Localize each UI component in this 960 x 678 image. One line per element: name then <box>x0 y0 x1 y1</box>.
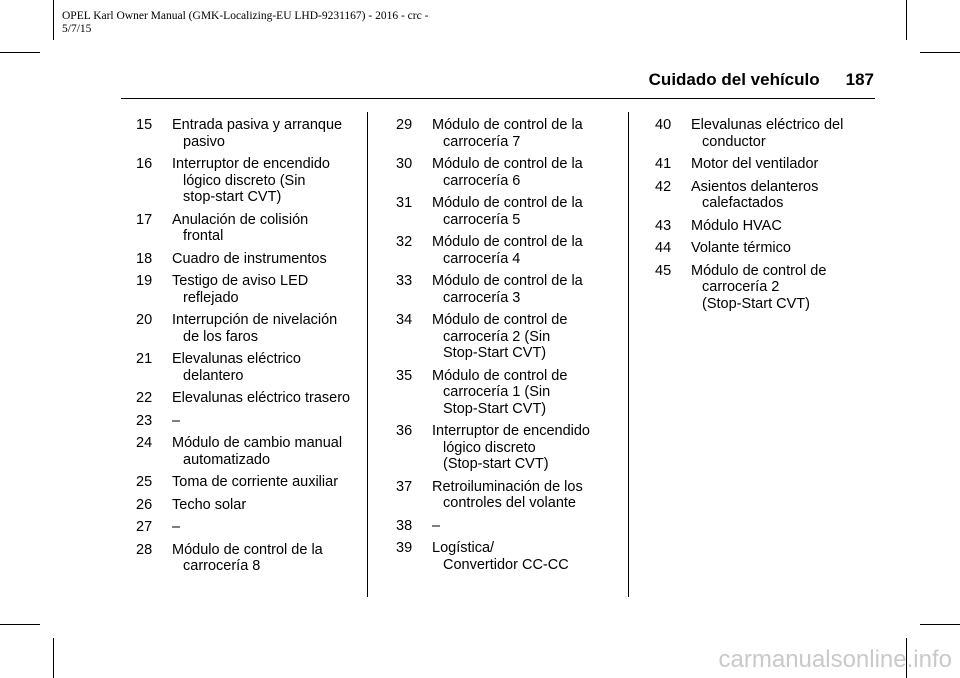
fuse-description-line: Stop-Start CVT) <box>443 400 547 417</box>
crop-mark-top-right-vertical <box>906 0 907 40</box>
fuse-description-line: calefactados <box>702 195 784 211</box>
fuse-description <box>172 519 372 536</box>
fuse-description <box>172 413 372 430</box>
fuse-list-item <box>136 351 372 384</box>
fuse-description-line: carrocería 7 <box>443 133 521 150</box>
fuse-number: 33 <box>396 273 413 289</box>
fuse-list-item <box>136 435 372 468</box>
fuse-list-item <box>136 251 372 268</box>
fuse-list-item <box>136 413 372 430</box>
running-head <box>649 70 874 90</box>
fuse-description <box>172 474 372 491</box>
fuse-description <box>691 156 891 173</box>
fuse-description-line: Testigo de aviso LED <box>172 273 309 289</box>
fuse-number: 40 <box>655 117 672 133</box>
fuse-description-line: Módulo de control de la <box>432 117 583 133</box>
fuse-description-line: Convertidor CC-CC <box>443 556 569 573</box>
fuse-description-line: pasivo <box>183 133 225 150</box>
fuse-list-item <box>136 542 372 575</box>
fuse-list-item <box>136 312 372 345</box>
fuse-description-line: Módulo HVAC <box>691 217 782 234</box>
crop-mark-top-left-vertical <box>53 0 54 40</box>
file-header-date: 5/7/15 <box>62 23 92 35</box>
fuse-list-column-1 <box>136 117 372 581</box>
fuse-description <box>432 423 632 473</box>
fuse-list-item <box>136 519 372 536</box>
fuse-description <box>432 273 632 306</box>
fuse-number: 23 <box>136 412 153 429</box>
fuse-description-line: Asientos delanteros <box>691 178 819 195</box>
fuse-number: 41 <box>655 156 672 172</box>
fuse-description-line: Motor del ventilador <box>691 156 819 172</box>
fuse-description-line: Techo solar <box>172 496 247 513</box>
fuse-description <box>172 156 372 206</box>
fuse-description <box>691 263 891 313</box>
fuse-description-line: carrocería 2 (Sin <box>443 328 551 345</box>
fuse-description <box>172 251 372 268</box>
fuse-description-line: de los faros <box>183 328 258 345</box>
fuse-description <box>172 273 372 306</box>
fuse-number: 34 <box>396 312 413 328</box>
fuse-number: 18 <box>136 250 153 267</box>
watermark: carmanualsonline.info <box>718 646 952 673</box>
fuse-number: 42 <box>655 178 672 195</box>
fuse-list-item <box>136 497 372 514</box>
fuse-list-item <box>655 240 891 257</box>
fuse-description <box>172 351 372 384</box>
fuse-list-item <box>655 117 891 150</box>
file-header <box>62 10 542 36</box>
fuse-list-item <box>655 179 891 212</box>
fuse-list-item <box>136 474 372 491</box>
fuse-description-line: carrocería 2 <box>702 279 780 295</box>
fuse-number: 32 <box>396 234 413 250</box>
fuse-description-line: carrocería 3 <box>443 289 521 306</box>
fuse-list-item <box>655 156 891 173</box>
fuse-description <box>432 368 632 418</box>
fuse-description-line: stop-start CVT) <box>183 189 282 205</box>
fuse-description-line: Logística/ <box>432 540 495 556</box>
fuse-description-line: controles del volante <box>443 495 576 511</box>
fuse-description-line: Toma de corriente auxiliar <box>172 474 339 490</box>
fuse-description-line: carrocería 8 <box>183 558 261 574</box>
fuse-description-line: Módulo de control de la <box>432 234 583 250</box>
fuse-description-line: Módulo de control de la <box>432 195 583 211</box>
fuse-number: 31 <box>396 195 413 211</box>
fuse-number: 15 <box>136 117 153 133</box>
fuse-description <box>432 234 632 267</box>
fuse-description-line: lógico discreto (Sin <box>183 172 306 189</box>
fuse-description-line: lógico discreto <box>443 439 536 456</box>
fuse-list-item <box>396 540 632 573</box>
fuse-description-line: – <box>432 517 441 534</box>
crop-mark-bottom-left-horizontal <box>0 624 40 625</box>
fuse-number: 28 <box>136 541 153 558</box>
fuse-description-line: automatizado <box>183 451 271 468</box>
fuse-description <box>432 312 632 362</box>
fuse-description-line: frontal <box>183 228 224 244</box>
crop-mark-top-right-horizontal <box>920 52 960 53</box>
fuse-description <box>432 117 632 150</box>
fuse-description <box>172 212 372 245</box>
fuse-description-line: (Stop-Start CVT) <box>702 295 810 312</box>
fuse-description-line: carrocería 6 <box>443 172 521 189</box>
fuse-description-line: Módulo de control de <box>432 312 568 328</box>
fuse-number: 19 <box>136 273 153 289</box>
fuse-list-column-2 <box>396 117 632 579</box>
fuse-description-line: carrocería 1 (Sin <box>443 384 551 400</box>
fuse-description-line: Módulo de control de <box>432 367 568 384</box>
fuse-description-line: Interrupción de nivelación <box>172 312 338 328</box>
fuse-description-line: (Stop-start CVT) <box>443 456 549 472</box>
fuse-number: 39 <box>396 540 413 556</box>
fuse-number: 20 <box>136 312 153 328</box>
fuse-number: 44 <box>655 240 672 256</box>
fuse-description <box>172 390 372 407</box>
fuse-description <box>691 240 891 257</box>
fuse-description <box>432 479 632 512</box>
fuse-description-line: Elevalunas eléctrico <box>172 351 301 367</box>
fuse-description-line: – <box>172 519 181 535</box>
fuse-number: 21 <box>136 351 153 367</box>
fuse-description-line: conductor <box>702 133 766 150</box>
fuse-number: 27 <box>136 519 153 535</box>
fuse-description-line: Retroiluminación de los <box>432 478 583 495</box>
fuse-description <box>691 117 891 150</box>
fuse-number: 26 <box>136 496 153 513</box>
fuse-list-item <box>396 368 632 418</box>
fuse-description <box>432 540 632 573</box>
fuse-list-item <box>396 195 632 228</box>
fuse-description <box>432 195 632 228</box>
fuse-description <box>172 435 372 468</box>
fuse-description <box>691 218 891 235</box>
fuse-description-line: Volante térmico <box>691 240 791 256</box>
fuse-description-line: Módulo de control de la <box>432 156 583 172</box>
fuse-number: 16 <box>136 156 153 172</box>
fuse-number: 22 <box>136 390 153 406</box>
fuse-number: 30 <box>396 156 413 172</box>
fuse-description <box>432 156 632 189</box>
fuse-description-line: carrocería 4 <box>443 250 521 267</box>
crop-mark-bottom-left-vertical <box>53 638 54 678</box>
fuse-number: 45 <box>655 262 672 279</box>
fuse-description <box>172 497 372 514</box>
crop-mark-bottom-right-horizontal <box>920 624 960 625</box>
fuse-description <box>172 312 372 345</box>
fuse-list-item <box>396 117 632 150</box>
fuse-description-line: Elevalunas eléctrico trasero <box>172 390 351 406</box>
fuse-description-line: reflejado <box>183 289 239 306</box>
fuse-list-item <box>396 273 632 306</box>
fuse-description-line: Interruptor de encendido <box>172 156 330 172</box>
fuse-number: 37 <box>396 478 413 495</box>
fuse-number: 43 <box>655 217 672 234</box>
fuse-number: 38 <box>396 517 413 534</box>
fuse-list-item <box>136 273 372 306</box>
fuse-list-item <box>136 156 372 206</box>
fuse-list-item <box>396 156 632 189</box>
fuse-number: 35 <box>396 367 413 384</box>
fuse-description-line: Elevalunas eléctrico del <box>691 117 844 133</box>
fuse-number: 24 <box>136 435 153 451</box>
fuse-list-column-3 <box>655 117 891 318</box>
fuse-description <box>172 117 372 150</box>
fuse-list-item <box>396 423 632 473</box>
fuse-description-line: Interruptor de encendido <box>432 423 590 439</box>
fuse-description-line: Módulo de control de la <box>172 541 323 558</box>
fuse-description-line: carrocería 5 <box>443 211 521 228</box>
fuse-description <box>432 518 632 535</box>
fuse-list-item <box>396 518 632 535</box>
fuse-list-item <box>136 390 372 407</box>
fuse-description-line: Anulación de colisión <box>172 211 309 228</box>
fuse-description <box>172 542 372 575</box>
fuse-description-line: Stop-Start CVT) <box>443 345 547 361</box>
fuse-description-line: Cuadro de instrumentos <box>172 250 327 267</box>
fuse-description <box>691 179 891 212</box>
fuse-list-item <box>396 479 632 512</box>
file-header-line: OPEL Karl Owner Manual (GMK-Localizing-EU LHD-9231167) - 2016 - crc - <box>62 10 429 22</box>
fuse-number: 36 <box>396 423 413 439</box>
page-number: 187 <box>845 70 874 89</box>
section-title: Cuidado del vehículo <box>648 70 820 89</box>
fuse-list-item <box>396 312 632 362</box>
fuse-description-line: – <box>172 412 181 429</box>
fuse-description-line: delantero <box>183 367 244 384</box>
fuse-number: 29 <box>396 117 413 133</box>
fuse-list-item <box>655 263 891 313</box>
fuse-description-line: Módulo de control de <box>691 262 827 279</box>
fuse-number: 25 <box>136 474 153 490</box>
fuse-description-line: Módulo de cambio manual <box>172 435 343 451</box>
fuse-number: 17 <box>136 211 153 228</box>
fuse-description-line: Entrada pasiva y arranque <box>172 117 343 133</box>
crop-mark-top-left-horizontal <box>0 52 40 53</box>
fuse-list-item <box>136 212 372 245</box>
fuse-list-item <box>655 218 891 235</box>
fuse-list-item <box>136 117 372 150</box>
header-rule <box>121 98 875 99</box>
fuse-list-item <box>396 234 632 267</box>
fuse-description-line: Módulo de control de la <box>432 273 583 289</box>
